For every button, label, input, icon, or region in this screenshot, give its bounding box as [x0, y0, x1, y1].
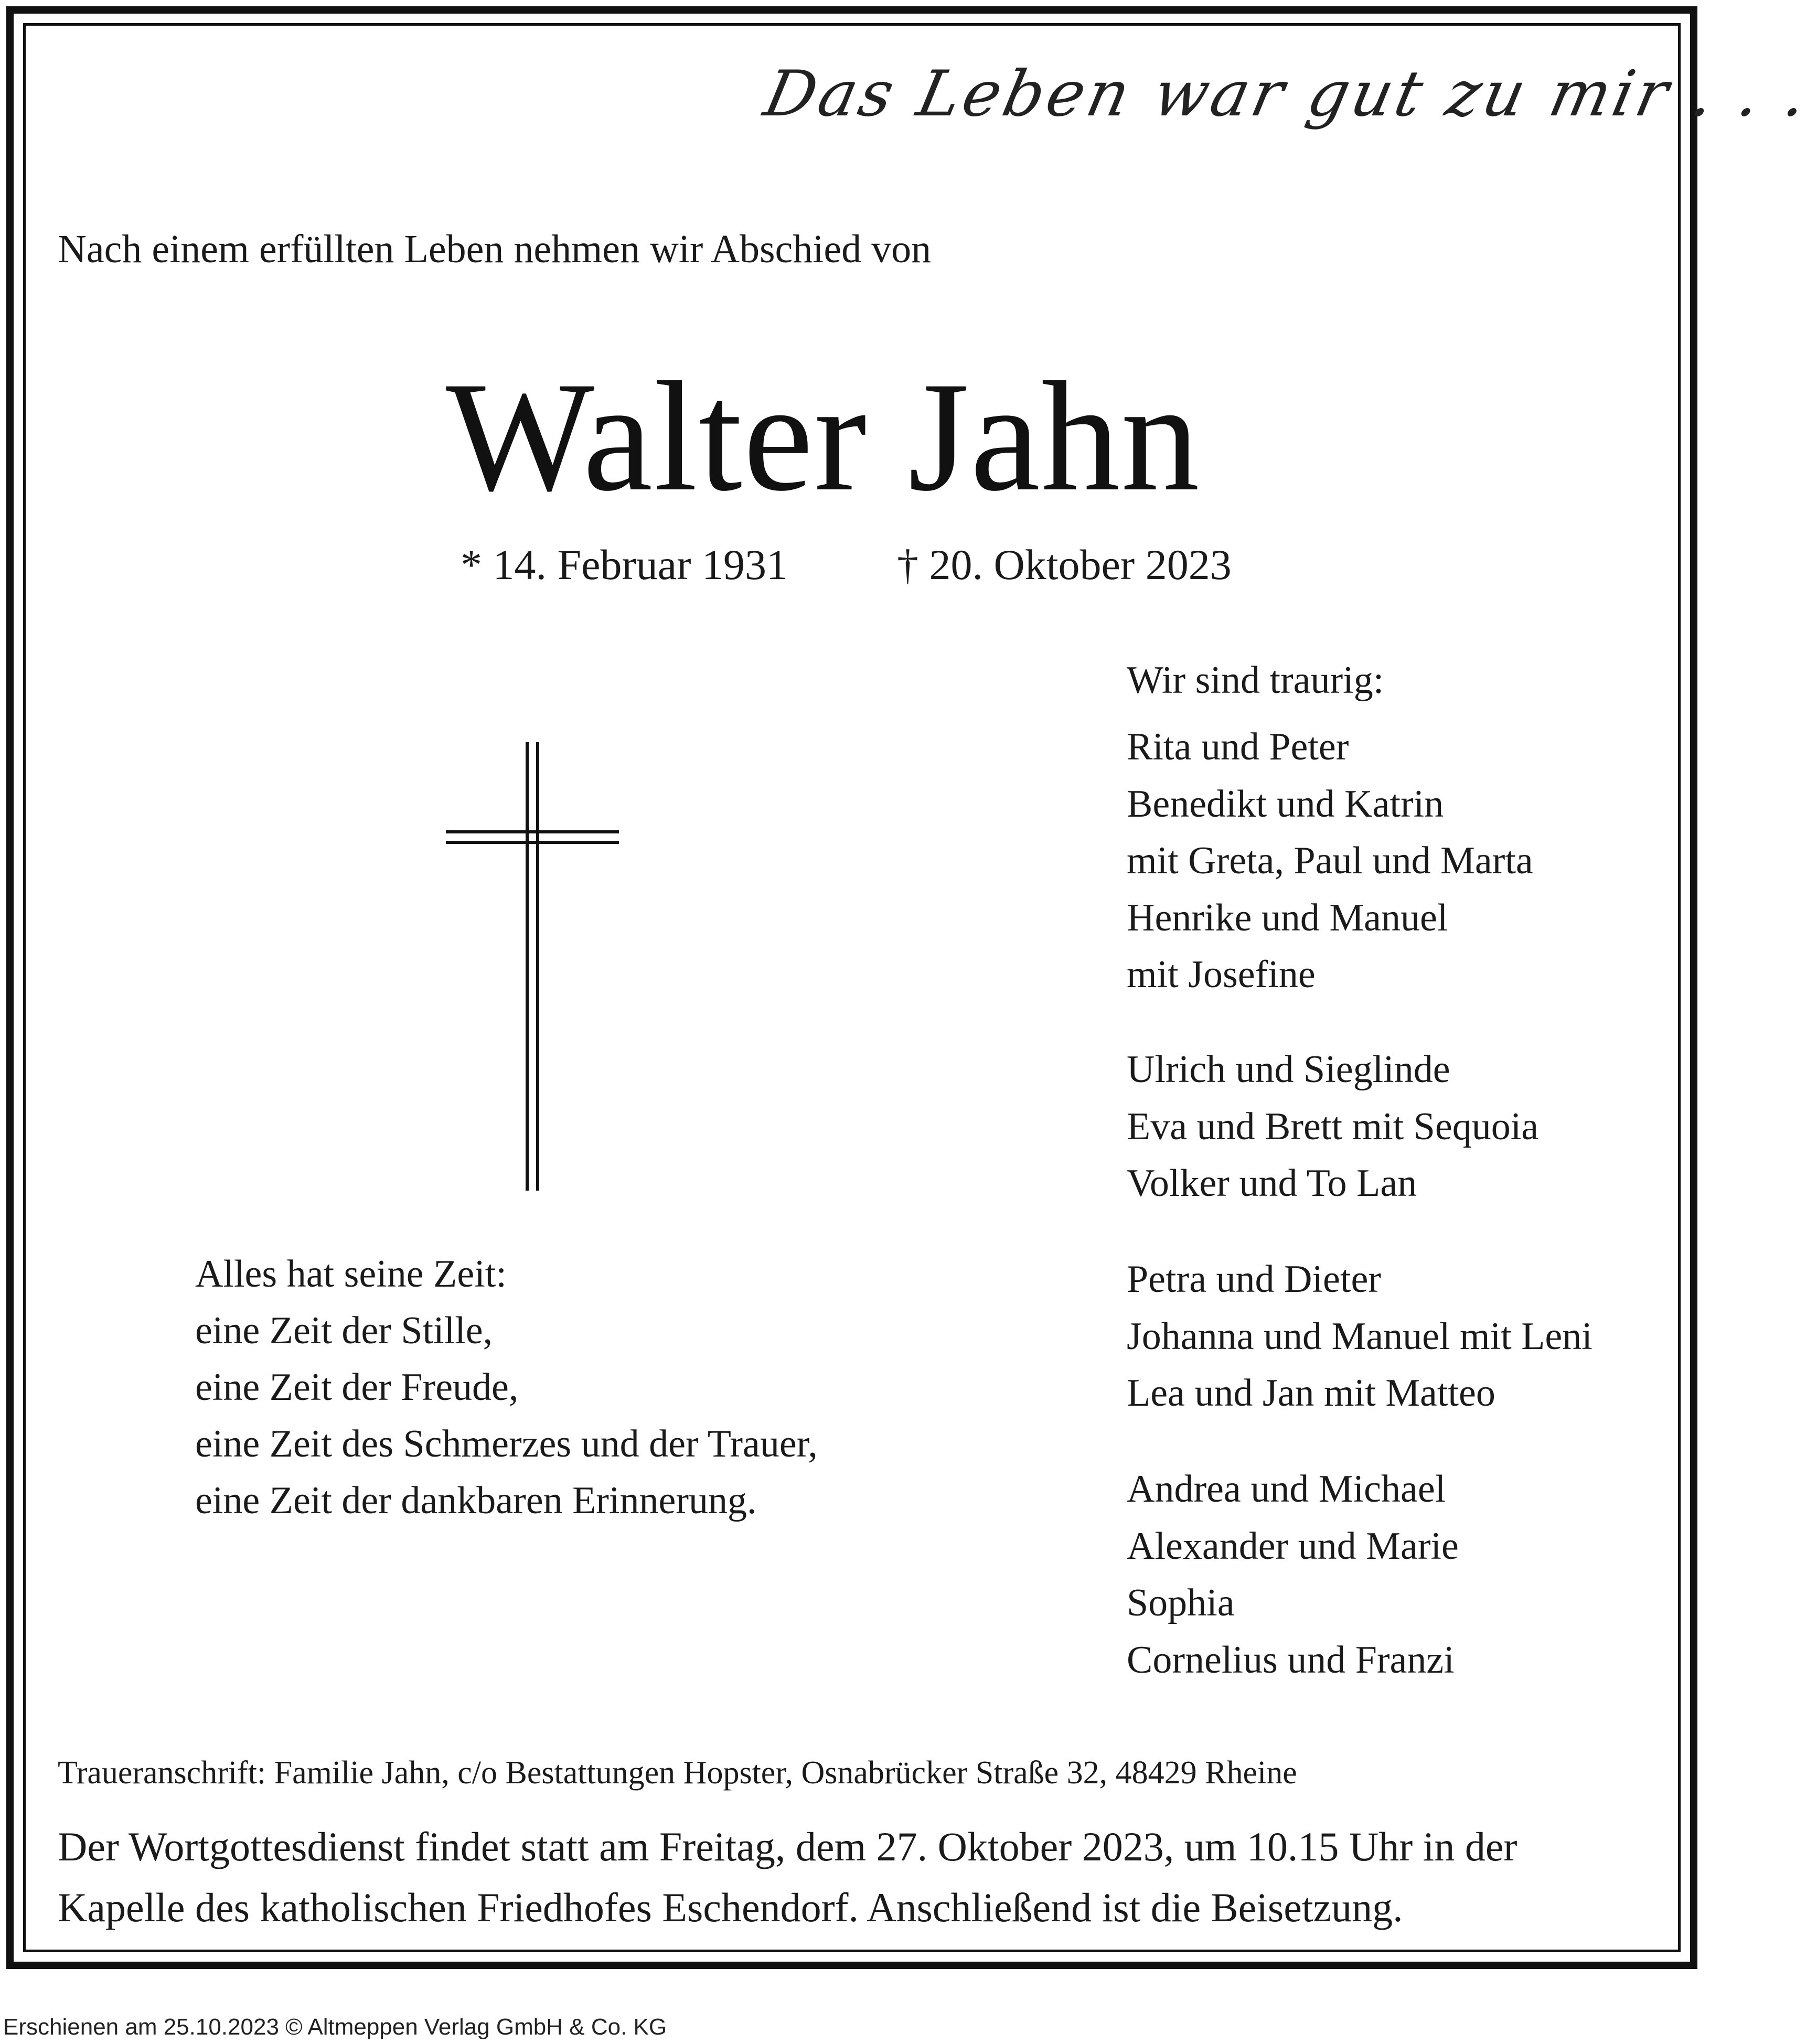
mourner-line: Johanna und Manuel mit Leni [1127, 1314, 1592, 1358]
mourner-line: mit Greta, Paul und Marta [1127, 839, 1533, 882]
mourner-group [1127, 1251, 1592, 1422]
mourner-line: Rita und Peter [1127, 725, 1349, 768]
verse-line: eine Zeit der Freude, [195, 1366, 519, 1409]
mourning-address: Traueranschrift: Familie Jahn, c/o Bestattungen Hopster, Osnabrücker Straße 32, 48429 Rheine [58, 1755, 1297, 1791]
service-line: Kapelle des katholischen Friedhofes Eschendorf. Anschließend ist die Beisetzung. [58, 1885, 1403, 1930]
mourners-heading: Wir sind traurig: [1127, 659, 1384, 702]
verse-line: eine Zeit der Stille, [195, 1309, 493, 1352]
cross-icon [446, 742, 619, 1191]
publication-footer: Erschienen am 25.10.2023 © Altmeppen Verlag GmbH & Co. KG [3, 2014, 667, 2040]
mourner-group [1127, 1461, 1459, 1688]
mourner-group [1127, 719, 1533, 1003]
death-date: † 20. Oktober 2023 [897, 541, 1232, 588]
verse-line: eine Zeit des Schmerzes und der Trauer, [195, 1422, 818, 1465]
mourner-line: Andrea und Michael [1127, 1468, 1446, 1511]
birth-date: * 14. Februar 1931 [461, 541, 788, 588]
mourner-line: Lea und Jan mit Matteo [1127, 1372, 1495, 1415]
mourner-line: Alexander und Marie [1127, 1524, 1459, 1568]
verse-block [195, 1246, 818, 1529]
deceased-name: Walter Jahn [446, 349, 1201, 523]
mourner-line: Petra und Dieter [1127, 1258, 1381, 1301]
mourner-line: Henrike und Manuel [1127, 896, 1448, 939]
mourner-line: Sophia [1127, 1581, 1235, 1624]
verse-line: Alles hat seine Zeit: [195, 1253, 507, 1296]
mourner-line: Benedikt und Katrin [1127, 782, 1444, 826]
mourner-line: Ulrich und Sieglinde [1127, 1048, 1450, 1091]
mourner-group [1127, 1041, 1538, 1212]
mourner-line: Cornelius und Franzi [1127, 1638, 1455, 1682]
service-line: Der Wortgottesdienst findet statt am Freitag, dem 27. Oktober 2023, um 10.15 Uhr in der [58, 1824, 1517, 1869]
verse-line: eine Zeit der dankbaren Erinnerung. [195, 1479, 757, 1522]
intro-line: Nach einem erfüllten Leben nehmen wir Abschied von [58, 227, 932, 271]
mourner-line: Volker und To Lan [1127, 1162, 1417, 1205]
motto-script: Das Leben war gut zu mir . . . [758, 58, 1817, 131]
mourner-line: Eva und Brett mit Sequoia [1127, 1105, 1539, 1148]
mourner-line: mit Josefine [1127, 953, 1316, 996]
service-notice [58, 1816, 1517, 1938]
